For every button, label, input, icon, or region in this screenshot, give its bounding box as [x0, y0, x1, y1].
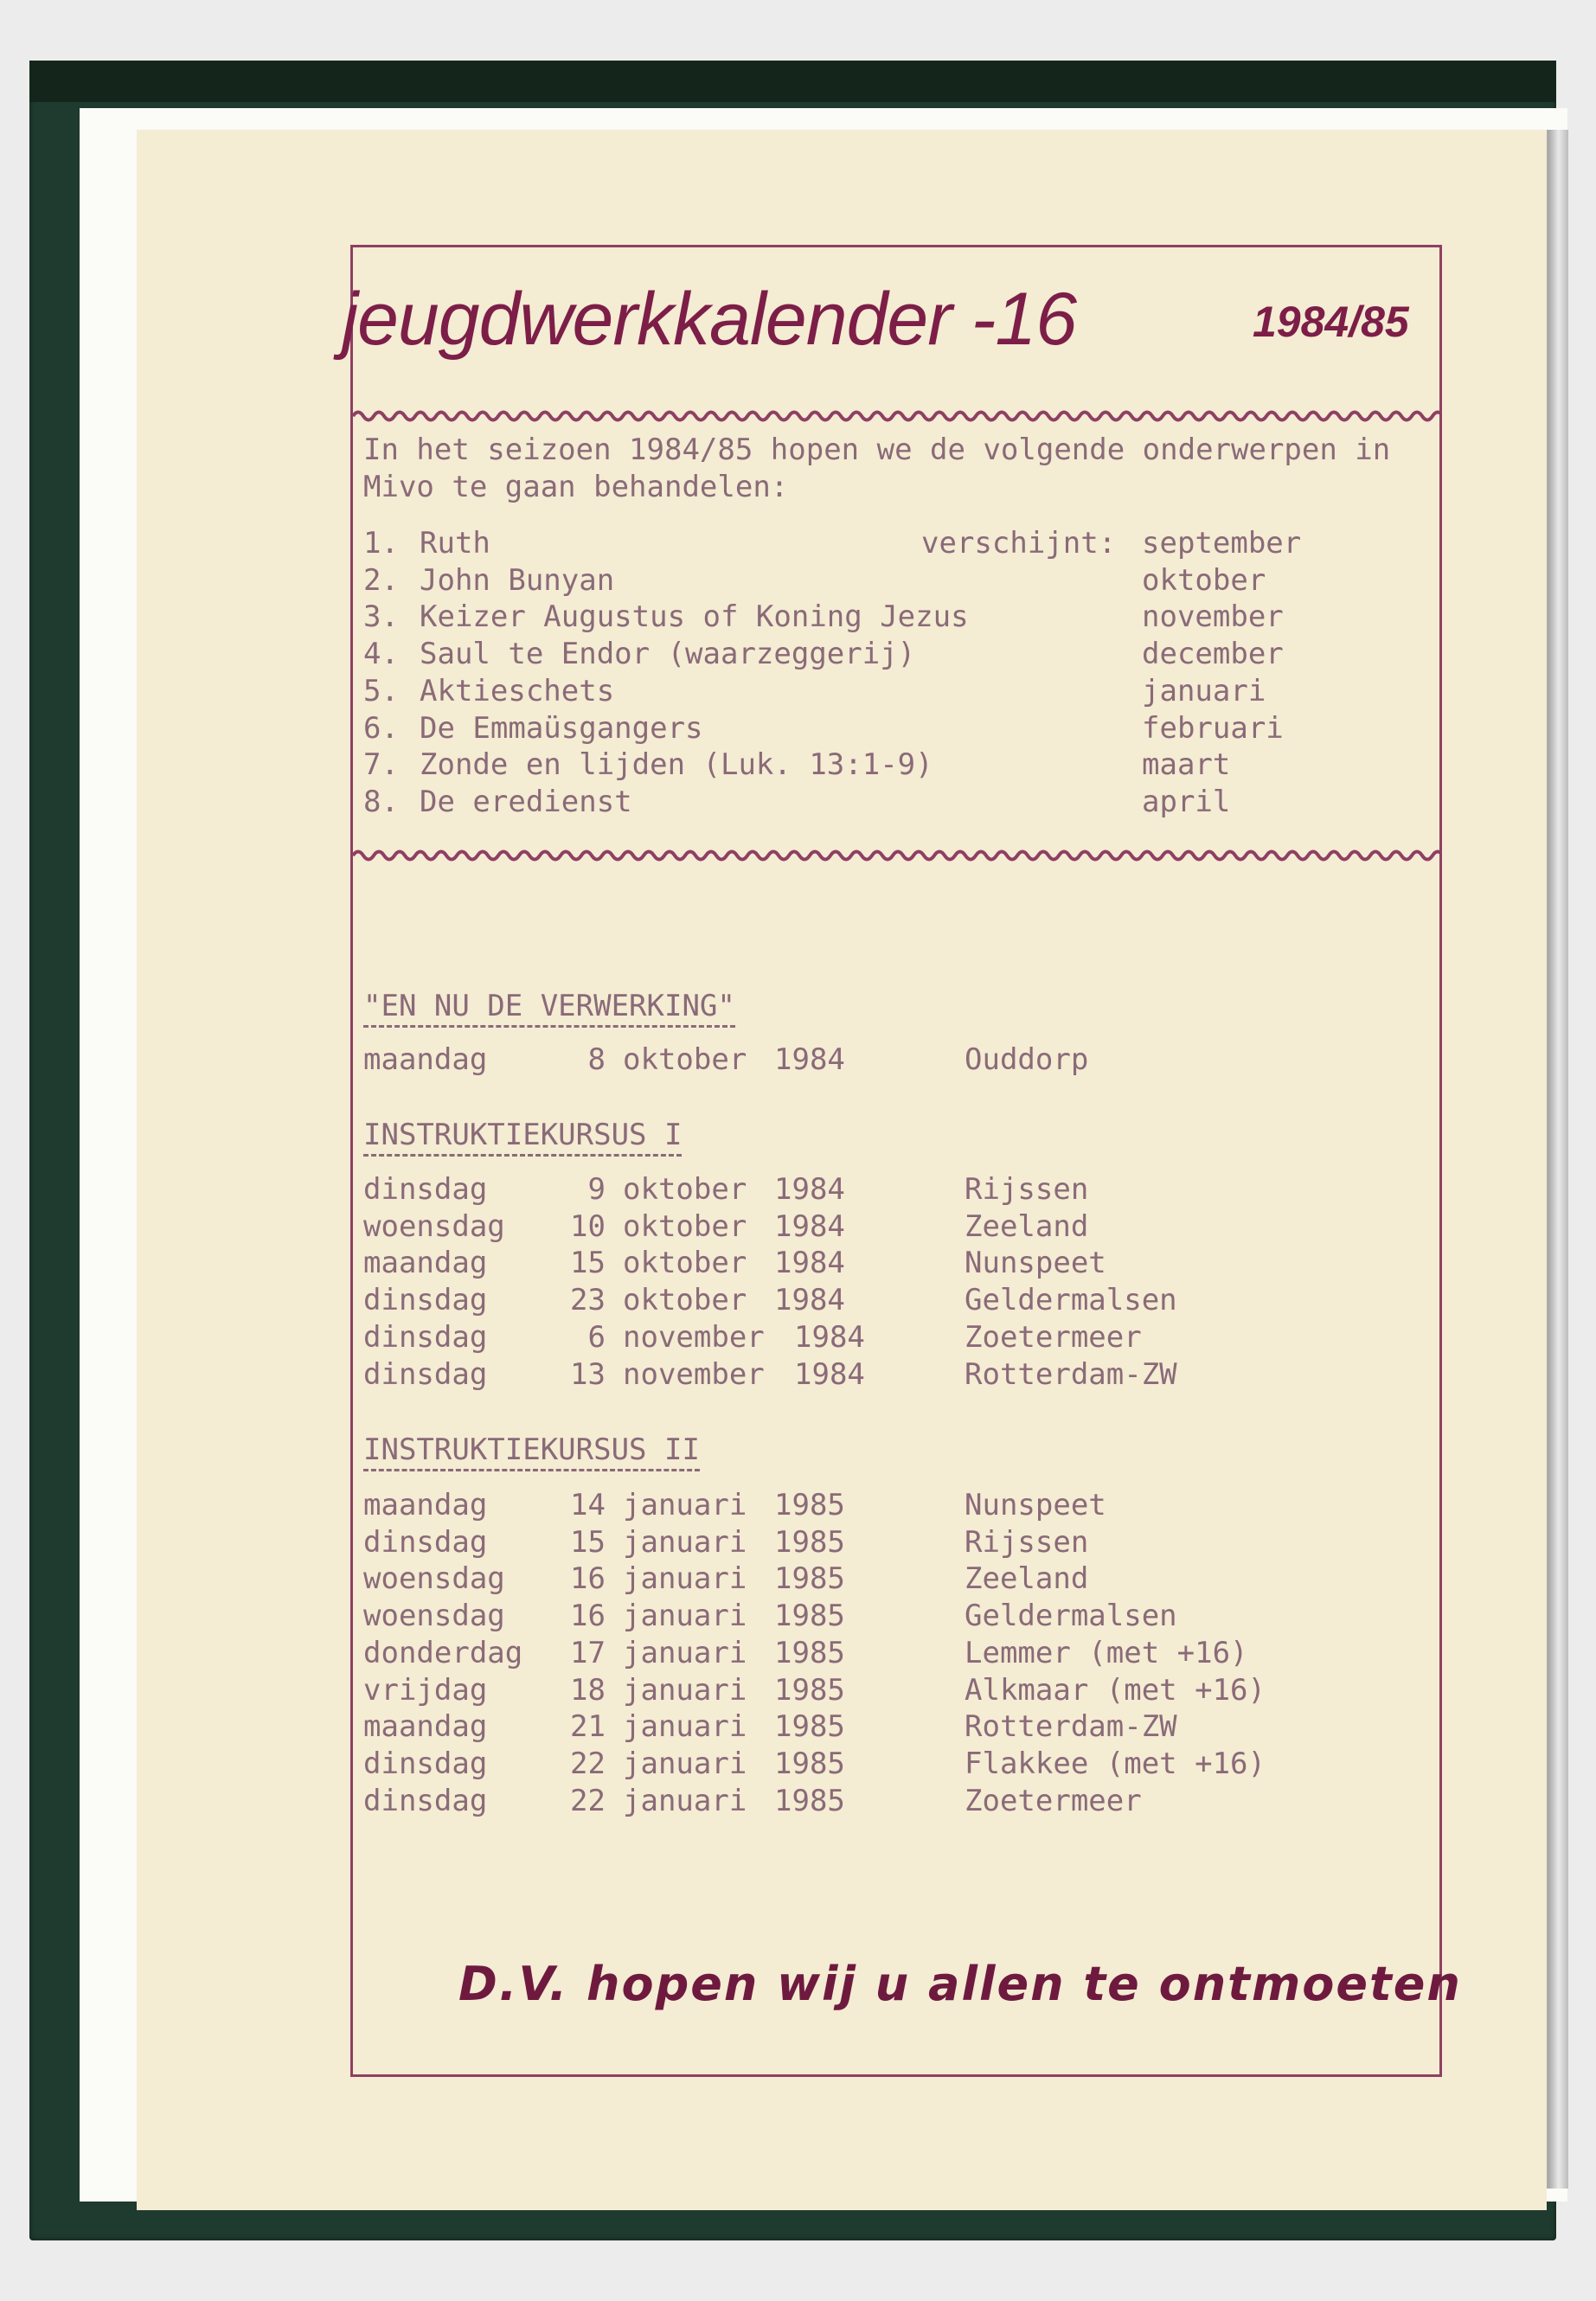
topic-subject: Keizer Augustus of Koning Jezus — [420, 599, 969, 635]
schedule-day: dinsdag — [363, 1746, 488, 1781]
schedule-date: 8 — [587, 1042, 606, 1077]
kursus2-heading: INSTRUKTIEKURSUS II — [363, 1433, 700, 1471]
schedule-place: Lemmer (met +16) — [965, 1635, 1248, 1670]
topic-month: maart — [1142, 747, 1231, 783]
topic-number: 5. — [363, 673, 399, 708]
topic-subject: Aktieschets — [420, 673, 615, 708]
intro-line-1: In het seizoen 1984/85 hopen we de volgende onderwerpen in — [363, 433, 1391, 467]
topic-number: 2. — [363, 562, 399, 598]
schedule-year: 1984 — [794, 1319, 865, 1355]
topic-month: september — [1142, 526, 1302, 561]
topic-subject: Ruth — [420, 526, 490, 561]
topic-number: 8. — [363, 784, 399, 819]
schedule-day: woensdag — [363, 1208, 505, 1244]
schedule-month: oktober — [623, 1172, 747, 1207]
schedule-year: 1985 — [774, 1783, 845, 1818]
schedule-year: 1985 — [774, 1488, 845, 1522]
schedule-month: november — [623, 1319, 765, 1355]
schedule-month: januari — [623, 1561, 747, 1597]
binder-top-edge — [29, 61, 1556, 102]
wavy-divider-bottom — [353, 846, 1439, 865]
topic-number: 4. — [363, 637, 399, 672]
schedule-day: woensdag — [363, 1561, 505, 1597]
schedule-month: januari — [623, 1783, 747, 1818]
schedule-day: dinsdag — [363, 1783, 488, 1818]
schedule-year: 1985 — [774, 1709, 845, 1745]
schedule-date: 10 — [570, 1208, 606, 1244]
schedule-month: januari — [623, 1672, 747, 1708]
season-year: 1984/85 — [1253, 298, 1409, 346]
schedule-date: 16 — [570, 1561, 606, 1597]
schedule-year: 1984 — [774, 1246, 845, 1281]
schedule-date: 15 — [570, 1524, 606, 1560]
schedule-year: 1985 — [774, 1746, 845, 1781]
schedule-year: 1984 — [774, 1042, 845, 1077]
schedule-date: 13 — [570, 1356, 606, 1392]
schedule-month: januari — [623, 1635, 747, 1670]
content-frame — [350, 245, 1442, 2077]
schedule-date: 23 — [570, 1283, 606, 1318]
schedule-place: Alkmaar (met +16) — [965, 1672, 1266, 1708]
schedule-year: 1985 — [774, 1524, 845, 1560]
closing-message: D.V. hopen wij u allen te ontmoeten — [458, 1957, 1462, 2011]
schedule-year: 1985 — [774, 1561, 845, 1597]
schedule-day: maandag — [363, 1042, 488, 1077]
schedule-year: 1984 — [794, 1356, 865, 1392]
topic-month: februari — [1142, 710, 1284, 746]
topic-number: 3. — [363, 599, 399, 635]
schedule-place: Nunspeet — [965, 1246, 1106, 1281]
topic-month: april — [1142, 784, 1231, 819]
schedule-day: dinsdag — [363, 1172, 488, 1207]
schedule-day: maandag — [363, 1709, 488, 1745]
schedule-year: 1985 — [774, 1599, 845, 1634]
schedule-month: januari — [623, 1599, 747, 1634]
topic-month: december — [1142, 637, 1284, 672]
schedule-month: november — [623, 1356, 765, 1392]
schedule-year: 1984 — [774, 1172, 845, 1207]
schedule-place: Rijssen — [965, 1524, 1089, 1560]
schedule-month: januari — [623, 1709, 747, 1745]
schedule-month: oktober — [623, 1283, 747, 1318]
schedule-place: Rotterdam-ZW — [965, 1356, 1177, 1392]
schedule-place: Zoetermeer — [965, 1319, 1142, 1355]
schedule-month: januari — [623, 1524, 747, 1560]
schedule-place: Nunspeet — [965, 1488, 1106, 1522]
schedule-date: 21 — [570, 1709, 606, 1745]
topic-subject: De Emmaüsgangers — [420, 710, 703, 746]
schedule-month: oktober — [623, 1042, 747, 1077]
schedule-place: Zeeland — [965, 1208, 1089, 1244]
schedule-day: donderdag — [363, 1635, 523, 1670]
topic-subject: De eredienst — [420, 784, 632, 819]
schedule-date: 18 — [570, 1672, 606, 1708]
schedule-place: Rijssen — [965, 1172, 1089, 1207]
schedule-day: maandag — [363, 1488, 488, 1522]
schedule-day: dinsdag — [363, 1283, 488, 1318]
schedule-month: januari — [623, 1488, 747, 1522]
schedule-date: 22 — [570, 1783, 606, 1818]
schedule-day: dinsdag — [363, 1356, 488, 1392]
schedule-day: vrijdag — [363, 1672, 488, 1708]
schedule-date: 17 — [570, 1635, 606, 1670]
calendar-title: jeugdwerkkalender -16 — [342, 278, 1077, 361]
schedule-year: 1984 — [774, 1208, 845, 1244]
schedule-place: Geldermalsen — [965, 1599, 1177, 1634]
schedule-day: maandag — [363, 1246, 488, 1281]
schedule-year: 1984 — [774, 1283, 845, 1318]
topic-subject: John Bunyan — [420, 562, 615, 598]
topic-number: 1. — [363, 526, 399, 561]
schedule-year: 1985 — [774, 1672, 845, 1708]
topic-month: januari — [1142, 673, 1266, 708]
wavy-divider-top — [353, 407, 1439, 426]
schedule-place: Rotterdam-ZW — [965, 1709, 1177, 1745]
schedule-date: 6 — [587, 1319, 606, 1355]
schedule-place: Ouddorp — [965, 1042, 1089, 1077]
schedule-date: 15 — [570, 1246, 606, 1281]
schedule-date: 16 — [570, 1599, 606, 1634]
schedule-date: 22 — [570, 1746, 606, 1781]
schedule-place: Geldermalsen — [965, 1283, 1177, 1318]
schedule-date: 9 — [587, 1172, 606, 1207]
verwerking-heading: "EN NU DE VERWERKING" — [363, 989, 735, 1028]
kursus1-heading: INSTRUKTIEKURSUS I — [363, 1118, 682, 1157]
schedule-place: Zeeland — [965, 1561, 1089, 1597]
schedule-month: januari — [623, 1746, 747, 1781]
topic-subject: Zonde en lijden (Luk. 13:1-9) — [420, 747, 933, 783]
topic-number: 6. — [363, 710, 399, 746]
schedule-day: woensdag — [363, 1599, 505, 1634]
topic-number: 7. — [363, 747, 399, 783]
topic-month: november — [1142, 599, 1284, 635]
schedule-place: Zoetermeer — [965, 1783, 1142, 1818]
topics-header: verschijnt: — [921, 526, 1117, 561]
schedule-day: dinsdag — [363, 1319, 488, 1355]
topic-month: oktober — [1142, 562, 1266, 598]
topic-subject: Saul te Endor (waarzeggerij) — [420, 637, 916, 672]
schedule-day: dinsdag — [363, 1524, 488, 1560]
schedule-date: 14 — [570, 1488, 606, 1522]
intro-line-2: Mivo te gaan behandelen: — [363, 470, 789, 504]
schedule-year: 1985 — [774, 1635, 845, 1670]
schedule-month: oktober — [623, 1246, 747, 1281]
schedule-month: oktober — [623, 1208, 747, 1244]
schedule-place: Flakkee (met +16) — [965, 1746, 1266, 1781]
